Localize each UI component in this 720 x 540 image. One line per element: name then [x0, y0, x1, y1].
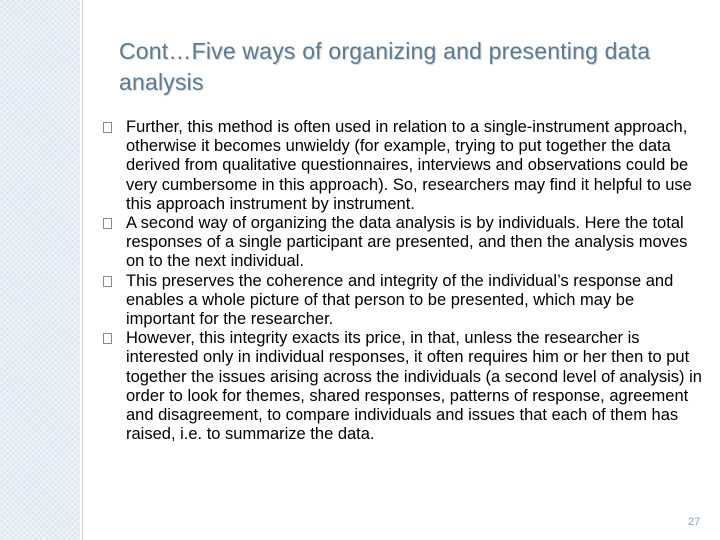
bullet-text: However, this integrity exacts its price, in that, unless the researcher is interested only in individual responses, it often requires him or her then to put together the issues arising across the individuals (a second level of analysis) in order to look for themes, shared responses, patterns of response, agreement and disagreement, to compare individuals and issues that each of them has raised, i.e. to summarize the data. — [126, 329, 702, 444]
page-number: 27 — [688, 516, 701, 528]
left-border-line — [82, 0, 83, 540]
bullet-text: This preserves the coherence and integrity of the individual’s response and enables a whole picture of that person to be presented, which may be important for the researcher. — [126, 271, 674, 329]
bullet-item — [103, 329, 703, 444]
bullet-text: A second way of organizing the data analysis is by individuals. Here the total responses of a single participant are presented, and then the analysis moves on to the next individual. — [126, 214, 688, 271]
bullet-item — [103, 214, 703, 272]
bullet-item — [103, 118, 703, 214]
square-bullet-icon — [103, 276, 112, 287]
square-bullet-icon — [103, 333, 112, 344]
left-decorative-band — [0, 0, 80, 540]
slide-title: Cont…Five ways of organizing and presenting data analysis — [119, 38, 651, 95]
square-bullet-icon — [103, 122, 112, 133]
square-bullet-icon — [103, 218, 112, 229]
bullet-item — [103, 272, 703, 330]
bullet-text: Further, this method is often used in relation to a single-instrument approach, otherwise it becomes unwieldy (for example, trying to put together the data derived from qualitative questionnaires, interviews and observations could be very cumbersome in this approach). So, researchers may find it helpful to use this approach instrument by instrument. — [126, 118, 692, 213]
bullet-list — [103, 118, 703, 444]
